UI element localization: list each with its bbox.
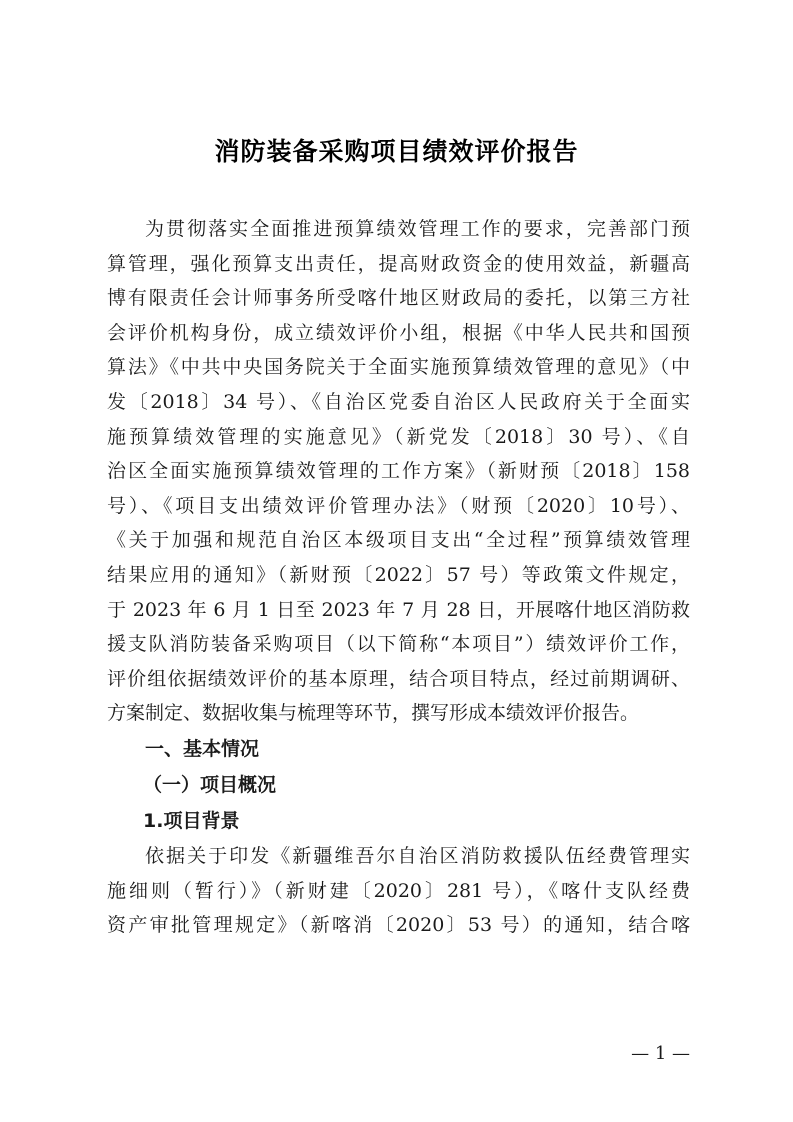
paragraph-line: 治区全面实施预算绩效管理的工作方案》（新财预〔2018〕158 bbox=[107, 460, 690, 483]
paragraph-line: 《关于加强和规范自治区本级项目支出“全过程”预算绩效管理 bbox=[107, 529, 690, 552]
paragraph-line: 博有限责任会计师事务所受喀什地区财政局的委托，以第三方社 bbox=[107, 287, 690, 310]
paragraph-line: 依据关于印发《新疆维吾尔自治区消防救援队伍经费管理实 bbox=[145, 844, 690, 867]
paragraph-line: 资产审批管理规定》（新喀消〔2020〕53 号）的通知，结合喀 bbox=[107, 914, 690, 937]
paragraph-line: 发〔2018〕34 号）、《自治区党委自治区人民政府关于全面实 bbox=[107, 390, 690, 413]
page-number: — 1 — bbox=[631, 1043, 690, 1064]
paragraph-line: 为贯彻落实全面推进预算绩效管理工作的要求，完善部门预 bbox=[145, 218, 690, 240]
paragraph-line: 施预算绩效管理的实施意见》（新党发〔2018〕30 号）、《自 bbox=[107, 425, 690, 448]
document-title: 消防装备采购项目绩效评价报告 bbox=[214, 137, 579, 166]
paragraph-line: 会评价机构身份，成立绩效评价小组，根据《中华人民共和国预 bbox=[107, 321, 690, 344]
paragraph-line: 号）、《项目支出绩效评价管理办法》（财预〔2020〕10号）、 bbox=[107, 494, 690, 517]
document-body bbox=[107, 212, 690, 943]
paragraph-line: 算管理，强化预算支出责任，提高财政资金的使用效益，新疆高 bbox=[107, 252, 690, 275]
paragraph-line: 方案制定、数据收集与梳理等环节，撰写形成本绩效评价报告。 bbox=[107, 702, 640, 725]
subsection-heading: （一）项目概况 bbox=[143, 773, 277, 796]
paragraph-line: 评价组依据绩效评价的基本原理，结合项目特点，经过前期调研、 bbox=[107, 667, 690, 690]
paragraph-line: 援支队消防装备采购项目（以下简称“本项目”）绩效评价工作， bbox=[107, 633, 690, 656]
paragraph-line: 算法》《中共中央国务院关于全面实施预算绩效管理的意见》（中 bbox=[107, 356, 690, 379]
section-heading: 一、基本情况 bbox=[145, 737, 260, 760]
paragraph-line: 结果应用的通知》（新财预〔2022〕57 号）等政策文件规定， bbox=[107, 563, 690, 586]
subsubsection-heading: 1.项目背景 bbox=[143, 809, 240, 832]
paragraph-line: 施细则（暂行）》（新财建〔2020〕281 号），《喀什支队经费 bbox=[107, 879, 690, 902]
paragraph-line: 于 2023 年 6 月 1 日至 2023 年 7 月 28 日，开展喀什地区消防救 bbox=[107, 598, 690, 621]
